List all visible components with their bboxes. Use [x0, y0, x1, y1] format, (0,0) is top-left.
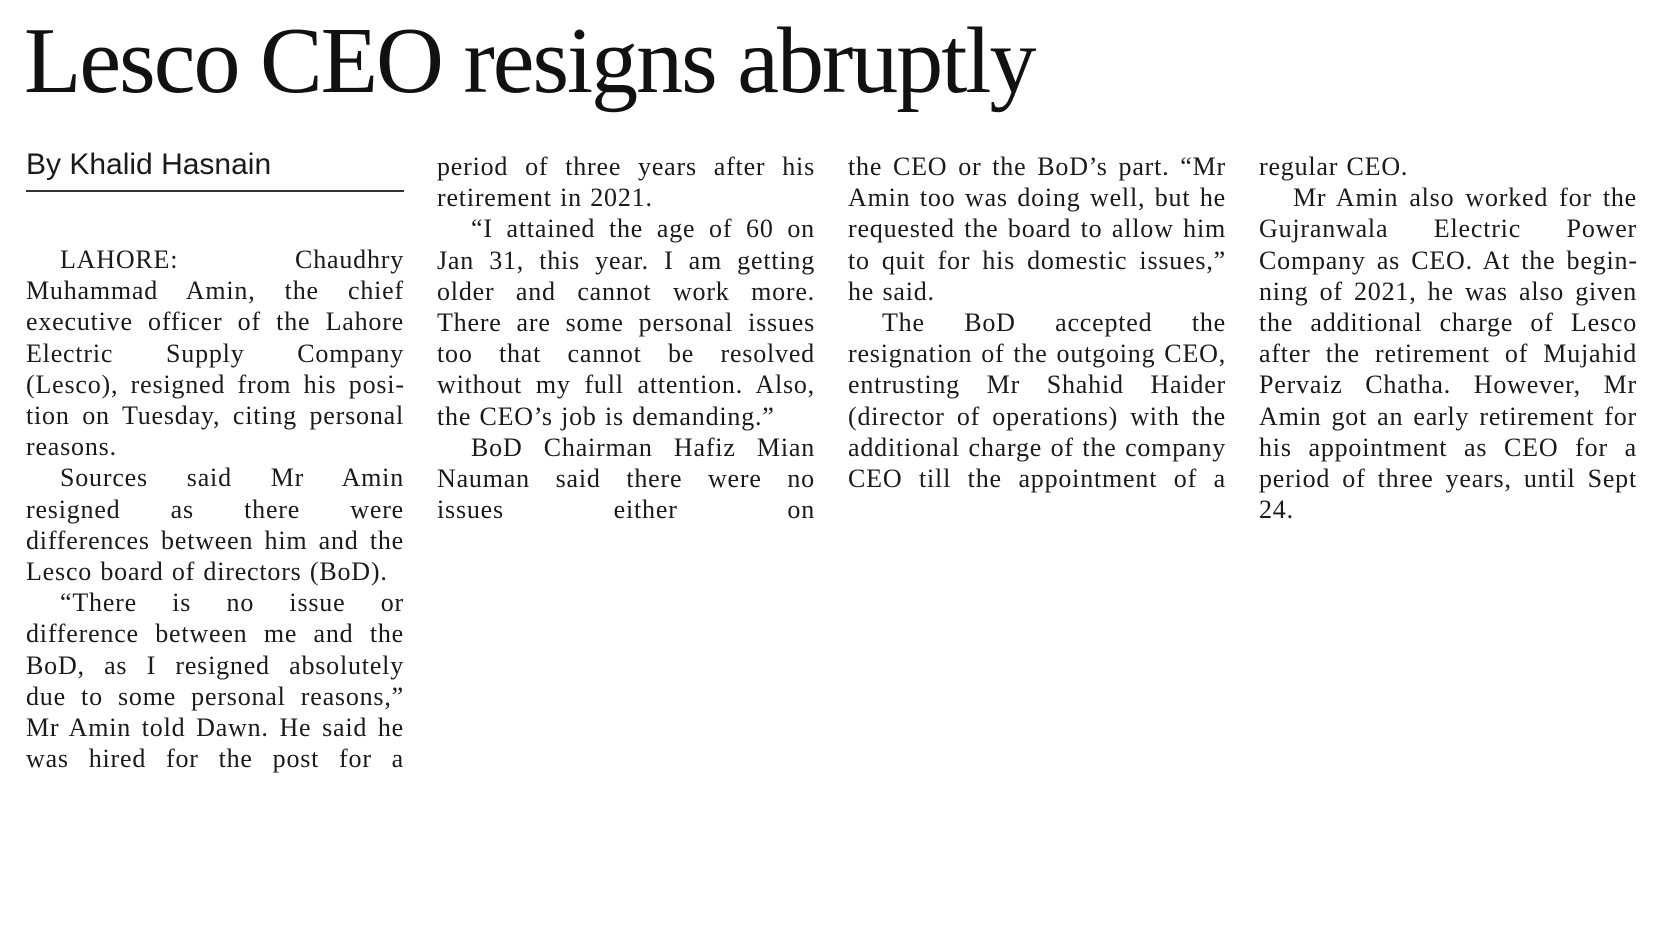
article-column-3	[848, 151, 1226, 494]
paragraph: period of three years after his retirement in 2021.	[437, 152, 815, 213]
paragraph: “There is no issue or difference between me and the BoD, as I resigned absolutely due to some personal reasons,” Mr Amin told Dawn. He said he was hired for the post for a	[26, 588, 404, 774]
paragraph: “I attained the age of 60 on Jan 31, this year. I am getting older and cannot work more. There are some personal issues too that cannot be resolved without my full attention. Also, the CEO’s job is demanding.”	[437, 214, 815, 431]
article-column-2	[437, 151, 815, 525]
article-column-1	[26, 244, 404, 774]
paragraph: the CEO or the BoD’s part. “Mr Amin too was doing well, but he requested the board to allow him to quit for his domestic issues,” he said.	[848, 152, 1226, 306]
paragraph: Mr Amin also worked for the Gujranwala Electric Power Company as CEO. At the beginning of 2021, he was also given the additional charge of Lesco after the retirement of Mujahid Pervaiz Chatha. However, Mr Amin got an early retirement for his appointment as CEO for a period of three years, until Sept 24.	[1259, 183, 1637, 525]
paragraph: LAHORE: Chaudhry Muhammad Amin, the chief executive officer of the Lahore Electric Supply Company (Lesco), resigned from his position on Tuesday, citing personal reasons.	[26, 245, 404, 462]
byline: By Khalid Hasnain	[26, 148, 272, 181]
article-column-4	[1259, 151, 1637, 525]
byline-rule	[26, 190, 404, 192]
paragraph: BoD Chairman Hafiz Mian Nauman said there were no issues either on	[437, 432, 815, 525]
paragraph: Sources said Mr Amin resigned as there were differences between him and the Lesco board of directors (BoD).	[26, 463, 404, 587]
headline: Lesco CEO resigns abruptly	[24, 9, 1035, 113]
paragraph: The BoD accepted the resignation of the outgoing CEO, entrusting Mr Shahid Haider (director of operations) with the additional charge of the company CEO till the appointment of a	[848, 308, 1226, 494]
paragraph: regular CEO.	[1259, 152, 1409, 181]
